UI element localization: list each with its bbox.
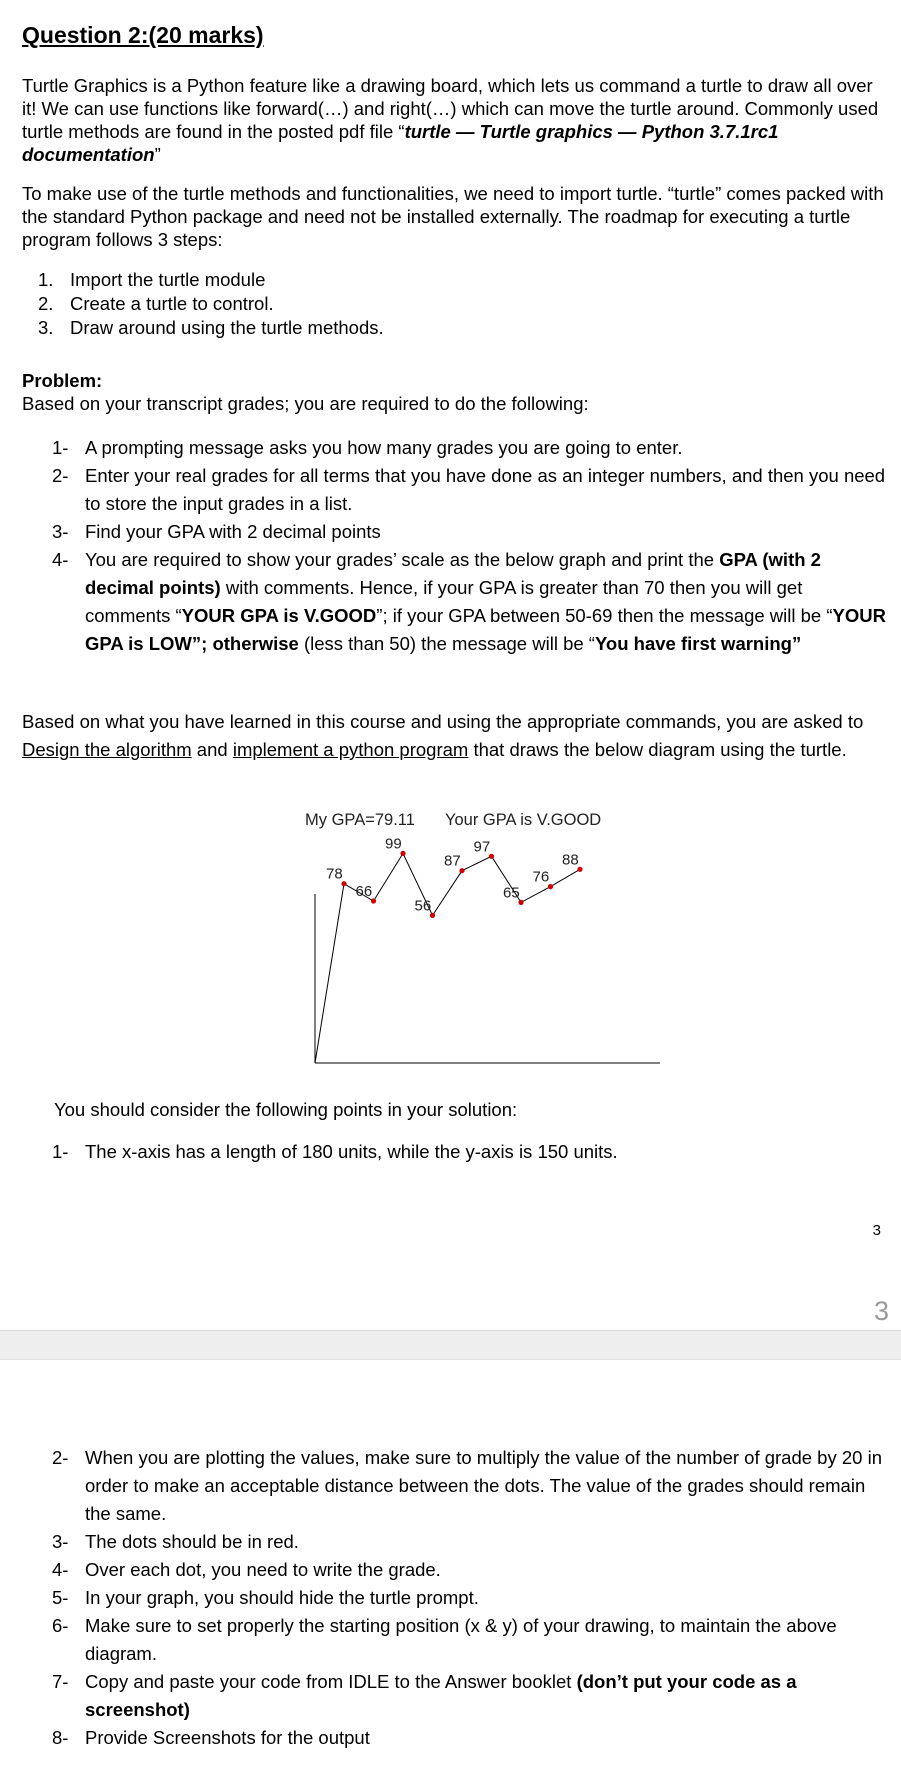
item-text: Make sure to set properly the starting position (x & y) of your drawing, to maintain the above diagram. [85, 1615, 837, 1664]
item-text: When you are plotting the values, make sure to multiply the value of the number of grade by 20 in order to make an acceptable distance between the dots. The value of the grades should remain the same. [85, 1447, 882, 1524]
data-label: 76 [532, 868, 550, 886]
list-item [22, 316, 384, 340]
data-label: 99 [385, 835, 402, 853]
list-item [52, 1444, 890, 1528]
list-item [52, 1724, 890, 1752]
list-item [52, 1528, 890, 1556]
item-number: 3- [52, 1531, 69, 1552]
list-item [52, 462, 890, 518]
item-text: Enter your real grades for all terms that you have done as an integer numbers, and then you need to store the input grades in a list. [85, 465, 886, 514]
list-item [52, 1584, 890, 1612]
considerations-list-page1 [52, 1138, 890, 1166]
design-algorithm: Design the algorithm [22, 739, 192, 760]
step-number: 3. [38, 317, 54, 338]
problem-lead: Based on your transcript grades; you are required to do the following: [22, 393, 589, 414]
item-number: 2- [52, 465, 69, 486]
step-text: Draw around using the turtle methods. [70, 317, 384, 338]
item-text: Find your GPA with 2 decimal points [85, 521, 381, 542]
step-text: Import the turtle module [70, 269, 266, 290]
implement-program: implement a python program [232, 739, 469, 760]
item-text-a: You are required to show your grades’ scale as the below graph and print the [85, 549, 720, 570]
data-label: 88 [562, 851, 579, 869]
item-text: Over each dot, you need to write the grade. [85, 1559, 441, 1580]
document-page-2 [0, 1358, 901, 1790]
list-item [52, 1556, 890, 1584]
step-text: Create a turtle to control. [70, 293, 274, 314]
item-number: 8- [52, 1727, 69, 1748]
item-number: 4- [52, 549, 69, 570]
intro-paragraph [22, 74, 884, 166]
list-item [52, 1138, 890, 1166]
item-text-h: You have first warning” [594, 633, 802, 654]
design-paragraph [22, 708, 884, 764]
problem-list [52, 434, 890, 658]
list-item [52, 518, 890, 546]
doc-reference: turtle — Turtle graphics — Python 3.7.1rc1 documentation [22, 121, 779, 165]
item-text: The dots should be in red. [85, 1531, 299, 1552]
item-text-f: YOUR GPA is LOW”; otherwise [85, 605, 886, 654]
problem-heading: Problem: [22, 370, 103, 391]
step-number: 2. [38, 293, 54, 314]
item-text-d: YOUR GPA is V.GOOD [181, 605, 377, 626]
item-text: The x-axis has a length of 180 units, while the y-axis is 150 units. [85, 1141, 618, 1162]
page-number-large: 3 [873, 1296, 889, 1326]
item-text-c: with comments. Hence, if your GPA is greater than 70 then you will get comments “ [85, 577, 803, 626]
page-separator [0, 1330, 901, 1360]
item-text: A prompting message asks you how many grades you are going to enter. [85, 437, 683, 458]
list-item [22, 268, 384, 292]
intro-quote-end: ” [154, 144, 161, 165]
list-item [52, 434, 890, 462]
item-number: 1- [52, 1141, 69, 1162]
list-item [22, 292, 384, 316]
data-label: 87 [444, 852, 461, 870]
design-text-e: that draws the below diagram using the turtle. [468, 739, 847, 760]
data-label: 78 [326, 865, 343, 883]
import-paragraph: To make use of the turtle methods and functionalities, we need to import turtle. “turtle” comes packed with the standard Python package and need not be installed externally. The roadmap for executing a turtle program follows 3 steps: [22, 183, 884, 250]
item-number: 7- [52, 1671, 69, 1692]
design-text-a: Based on what you have learned in this course and using the appropriate commands, you are asked to [22, 711, 864, 732]
list-item [52, 1668, 890, 1724]
item-number: 6- [52, 1615, 69, 1636]
item-text-b: GPA (with 2 decimal points) [85, 549, 821, 598]
question-title: Question 2:(20 marks) [22, 22, 264, 48]
item-text: Provide Screenshots for the output [85, 1727, 370, 1748]
chart-title: My GPA=79.11 [305, 811, 415, 829]
item-number: 5- [52, 1587, 69, 1608]
list-item [52, 1612, 890, 1668]
chart-comment: Your GPA is V.GOOD [445, 811, 602, 829]
step-number: 1. [38, 269, 54, 290]
list-item [52, 546, 890, 658]
item-text: In your graph, you should hide the turtle prompt. [85, 1587, 479, 1608]
gpa-chart [290, 808, 670, 1072]
considerations-list-page2 [52, 1444, 890, 1752]
item-number: 4- [52, 1559, 69, 1580]
item-number: 2- [52, 1447, 69, 1468]
item-text-b: (don’t put your code as a screenshot) [85, 1671, 797, 1720]
data-label: 56 [414, 897, 432, 915]
intro-text: Turtle Graphics is a Python feature like a drawing board, which lets us command a turtle to draw all over it! We can use functions like forward(…) and right(…) which can move the turtle around. Commonly used turtle methods are found in the posted pdf file “ [22, 75, 879, 142]
considerations-lead: You should consider the following points in your solution: [54, 1099, 518, 1120]
chart-marks [315, 835, 583, 1063]
item-number: 3- [52, 521, 69, 542]
item-text-a: Copy and paste your code from IDLE to the Answer booklet [85, 1671, 577, 1692]
data-label: 66 [355, 883, 373, 900]
data-label: 65 [503, 884, 520, 902]
item-number: 1- [52, 437, 69, 458]
page-number: 3 [872, 1222, 881, 1239]
item-text-g: (less than 50) the message will be “ [298, 633, 595, 654]
item-text-e: ”; if your GPA between 50-69 then the message will be “ [376, 605, 833, 626]
design-text-c: and [191, 739, 233, 760]
roadmap-steps [22, 268, 384, 340]
data-label: 97 [473, 838, 491, 856]
